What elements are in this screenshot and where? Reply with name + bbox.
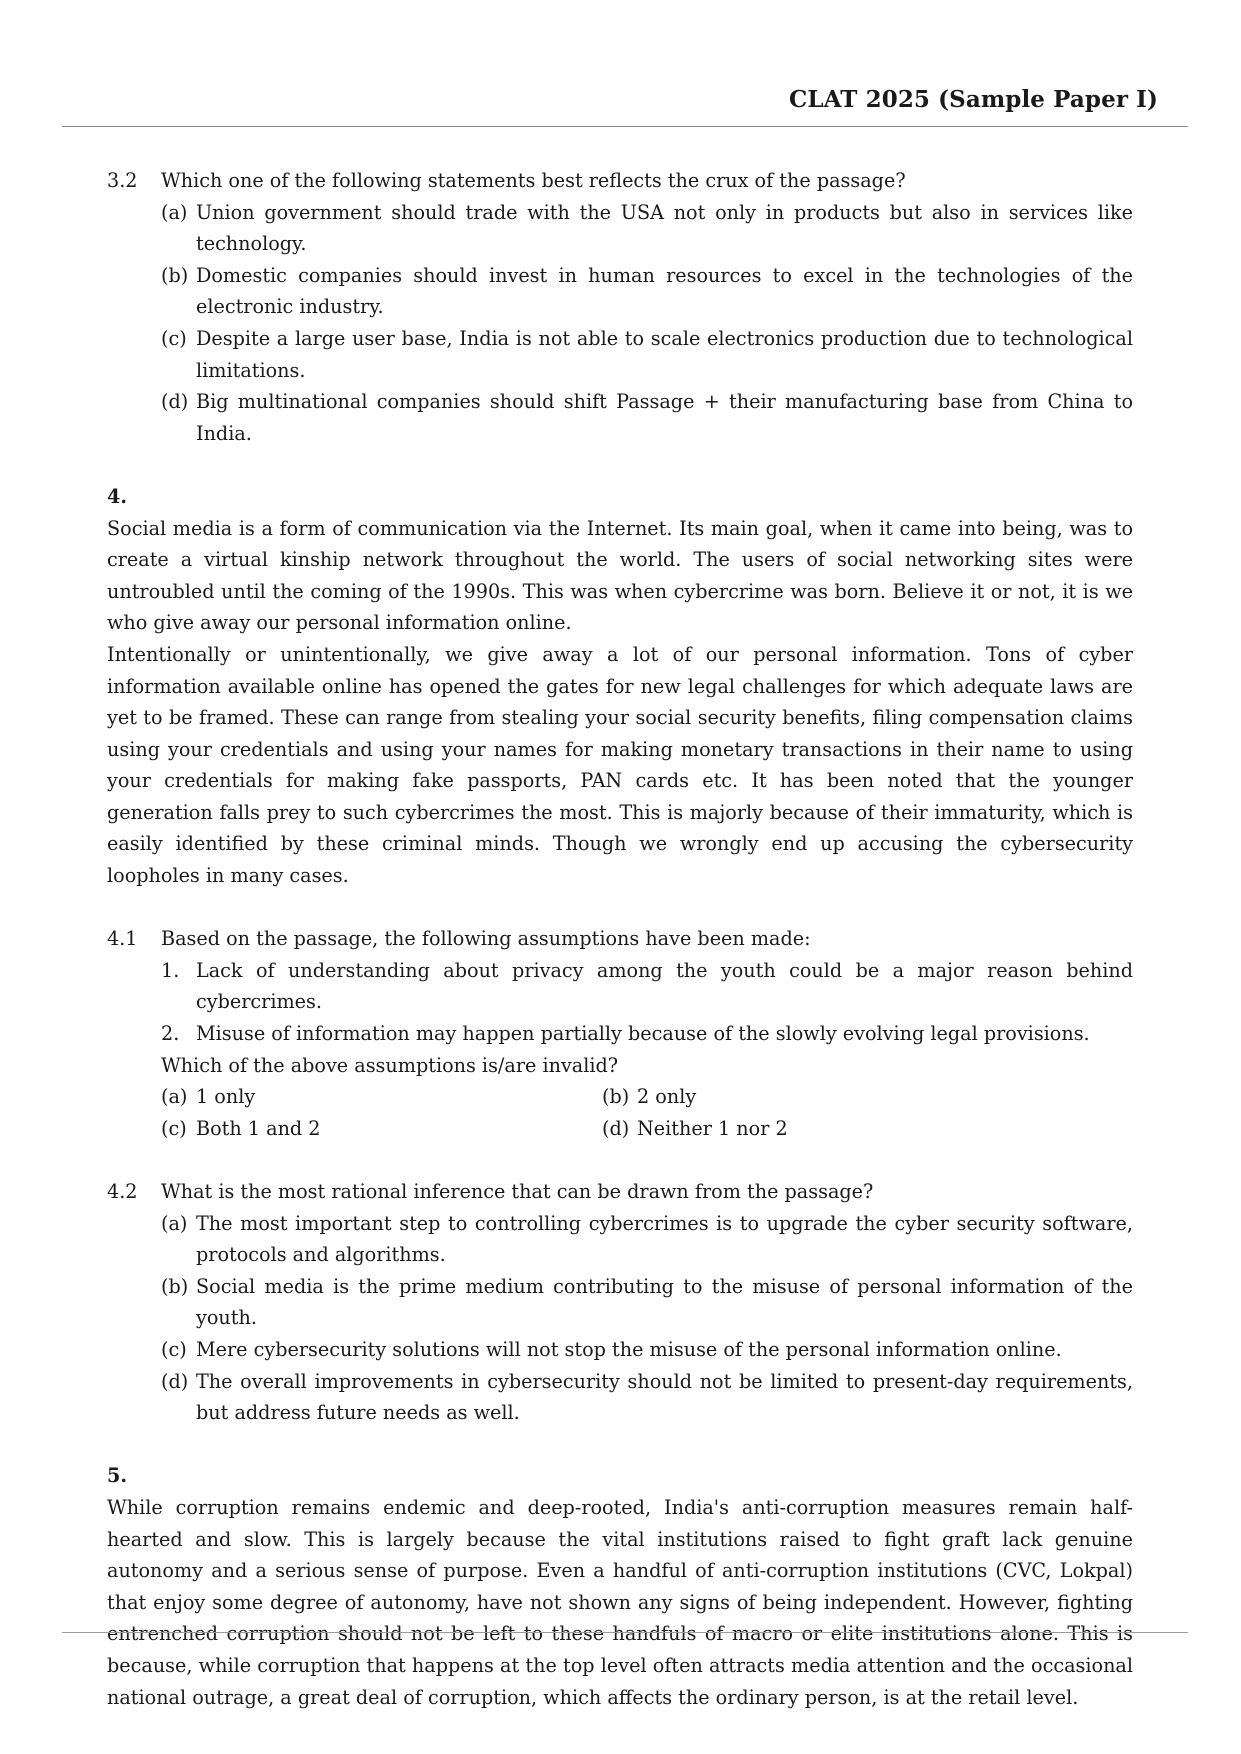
- question-number: 3.2: [107, 169, 138, 192]
- statement-text: Misuse of information may happen partially because of the slowly evolving legal provisions.: [196, 1022, 1090, 1046]
- option-letter: (c): [161, 1337, 187, 1361]
- option-a: [161, 197, 1133, 260]
- question-number: 4.1: [107, 927, 138, 951]
- option-text: Despite a large user base, India is not able to scale electronics production due to technological limitations.: [196, 326, 1133, 382]
- question-4-1: [107, 923, 1133, 1144]
- option-letter: (c): [161, 1116, 187, 1140]
- section-number: 4.: [107, 484, 128, 508]
- option-c: [161, 1113, 602, 1145]
- question-number: 4.2: [107, 1180, 138, 1203]
- option-letter: (b): [161, 263, 189, 287]
- option-list: [161, 197, 1133, 450]
- statement-number: 1.: [161, 958, 180, 982]
- option-grid: [161, 1081, 1133, 1144]
- option-b: [161, 260, 1133, 323]
- option-a: [161, 1081, 602, 1113]
- question-text: What is the most rational inference that can be drawn from the passage?: [161, 1180, 874, 1203]
- option-text: Mere cybersecurity solutions will not stop the misuse of the personal information online.: [196, 1337, 1062, 1361]
- option-d: [161, 386, 1133, 449]
- option-b: [161, 1271, 1133, 1334]
- option-letter: (a): [161, 1211, 188, 1235]
- statement-text: Lack of understanding about privacy among the youth could be a major reason behind cybercrimes.: [196, 958, 1133, 1014]
- option-text: Union government should trade with the USA not only in products but also in services like technology.: [196, 200, 1133, 256]
- question-text: Which one of the following statements best reflects the crux of the passage?: [161, 169, 906, 192]
- option-letter: (d): [161, 1369, 189, 1393]
- option-letter: (b): [161, 1274, 189, 1298]
- question-prompt: Which of the above assumptions is/are invalid?: [161, 1053, 619, 1077]
- option-letter: (c): [161, 326, 187, 350]
- option-text: Domestic companies should invest in human resources to excel in the technologies of the electronic industry.: [196, 263, 1133, 319]
- page-content: [107, 165, 1133, 1713]
- passage-paragraph: Intentionally or unintentionally, we give away a lot of our personal information. Tons of cyber information available online has opened the gates for new legal challenges for which adequate laws are yet to be framed. These can range from stealing your social security benefits, filing compensation claims using your credentials and using your names for making monetary transactions in their name to using your credentials for making fake passports, PAN cards etc. It has been noted that the younger generation falls prey to such cybercrimes the most. This is majorly because of their immaturity, which is easily identified by these criminal minds. Though we wrongly end up accusing the cybersecurity loopholes in many cases.: [107, 642, 1133, 888]
- option-text: 2 only: [637, 1085, 697, 1109]
- option-text: Both 1 and 2: [196, 1116, 321, 1140]
- option-d: [602, 1113, 1133, 1145]
- option-a: [161, 1208, 1133, 1271]
- option-letter: (a): [161, 200, 188, 224]
- statement-1: [161, 955, 1133, 1018]
- passage-4: [107, 481, 1133, 892]
- paper-title: CLAT 2025 (Sample Paper I): [788, 86, 1158, 113]
- option-text: The overall improvements in cybersecurity should not be limited to present-day requirements, but address future needs as well.: [196, 1369, 1133, 1425]
- option-text: Big multinational companies should shift Passage + their manufacturing base from China to India.: [196, 390, 1133, 445]
- option-text: Social media is the prime medium contributing to the misuse of personal information of the youth.: [196, 1274, 1133, 1330]
- question-text: Based on the passage, the following assumptions have been made:: [161, 927, 811, 951]
- option-c: [161, 1334, 1133, 1366]
- page-header: [62, 86, 1188, 127]
- option-text: Neither 1 nor 2: [637, 1116, 788, 1140]
- option-c: [161, 323, 1133, 386]
- passage-paragraph: While corruption remains endemic and deep-rooted, India's anti-corruption measures remain half-hearted and slow. This is largely because the vital institutions raised to fight graft lack genuine autonomy and a serious sense of purpose. Even a handful of anti-corruption institutions (CVC, Lokpal) that enjoy some degree of autonomy, have not shown any signs of being independent. However, fighting entrenched corruption should not be left to these handfuls of macro or elite institutions alone. This is because, while corruption that happens at the top level often attracts media attention and the occasional national outrage, a great deal of corruption, which affects the ordinary person, is at the retail level.: [107, 1495, 1133, 1709]
- statement-list: [161, 955, 1133, 1050]
- question-3-2: [107, 165, 1133, 449]
- option-letter: (a): [161, 1085, 188, 1109]
- passage-paragraph: Social media is a form of communication via the Internet. Its main goal, when it came into being, was to create a virtual kinship network throughout the world. The users of social networking sites were untroubled until the coming of the 1990s. This was when cybercrime was born. Believe it or not, it is we who give away our personal information online.: [107, 516, 1133, 635]
- option-letter: (d): [161, 390, 189, 414]
- option-letter: (d): [602, 1116, 630, 1140]
- section-number: 5.: [107, 1464, 128, 1488]
- question-4-2: [107, 1176, 1133, 1429]
- option-text: 1 only: [196, 1085, 256, 1109]
- option-text: The most important step to controlling cybercrimes is to upgrade the cyber security software, protocols and algorithms.: [196, 1211, 1133, 1267]
- option-letter: (b): [602, 1085, 630, 1109]
- footer-divider: [62, 1632, 1188, 1633]
- option-list: [161, 1208, 1133, 1429]
- statement-number: 2.: [161, 1022, 180, 1046]
- option-d: [161, 1366, 1133, 1429]
- passage-5: [107, 1460, 1133, 1713]
- statement-2: [161, 1018, 1133, 1050]
- option-b: [602, 1081, 1133, 1113]
